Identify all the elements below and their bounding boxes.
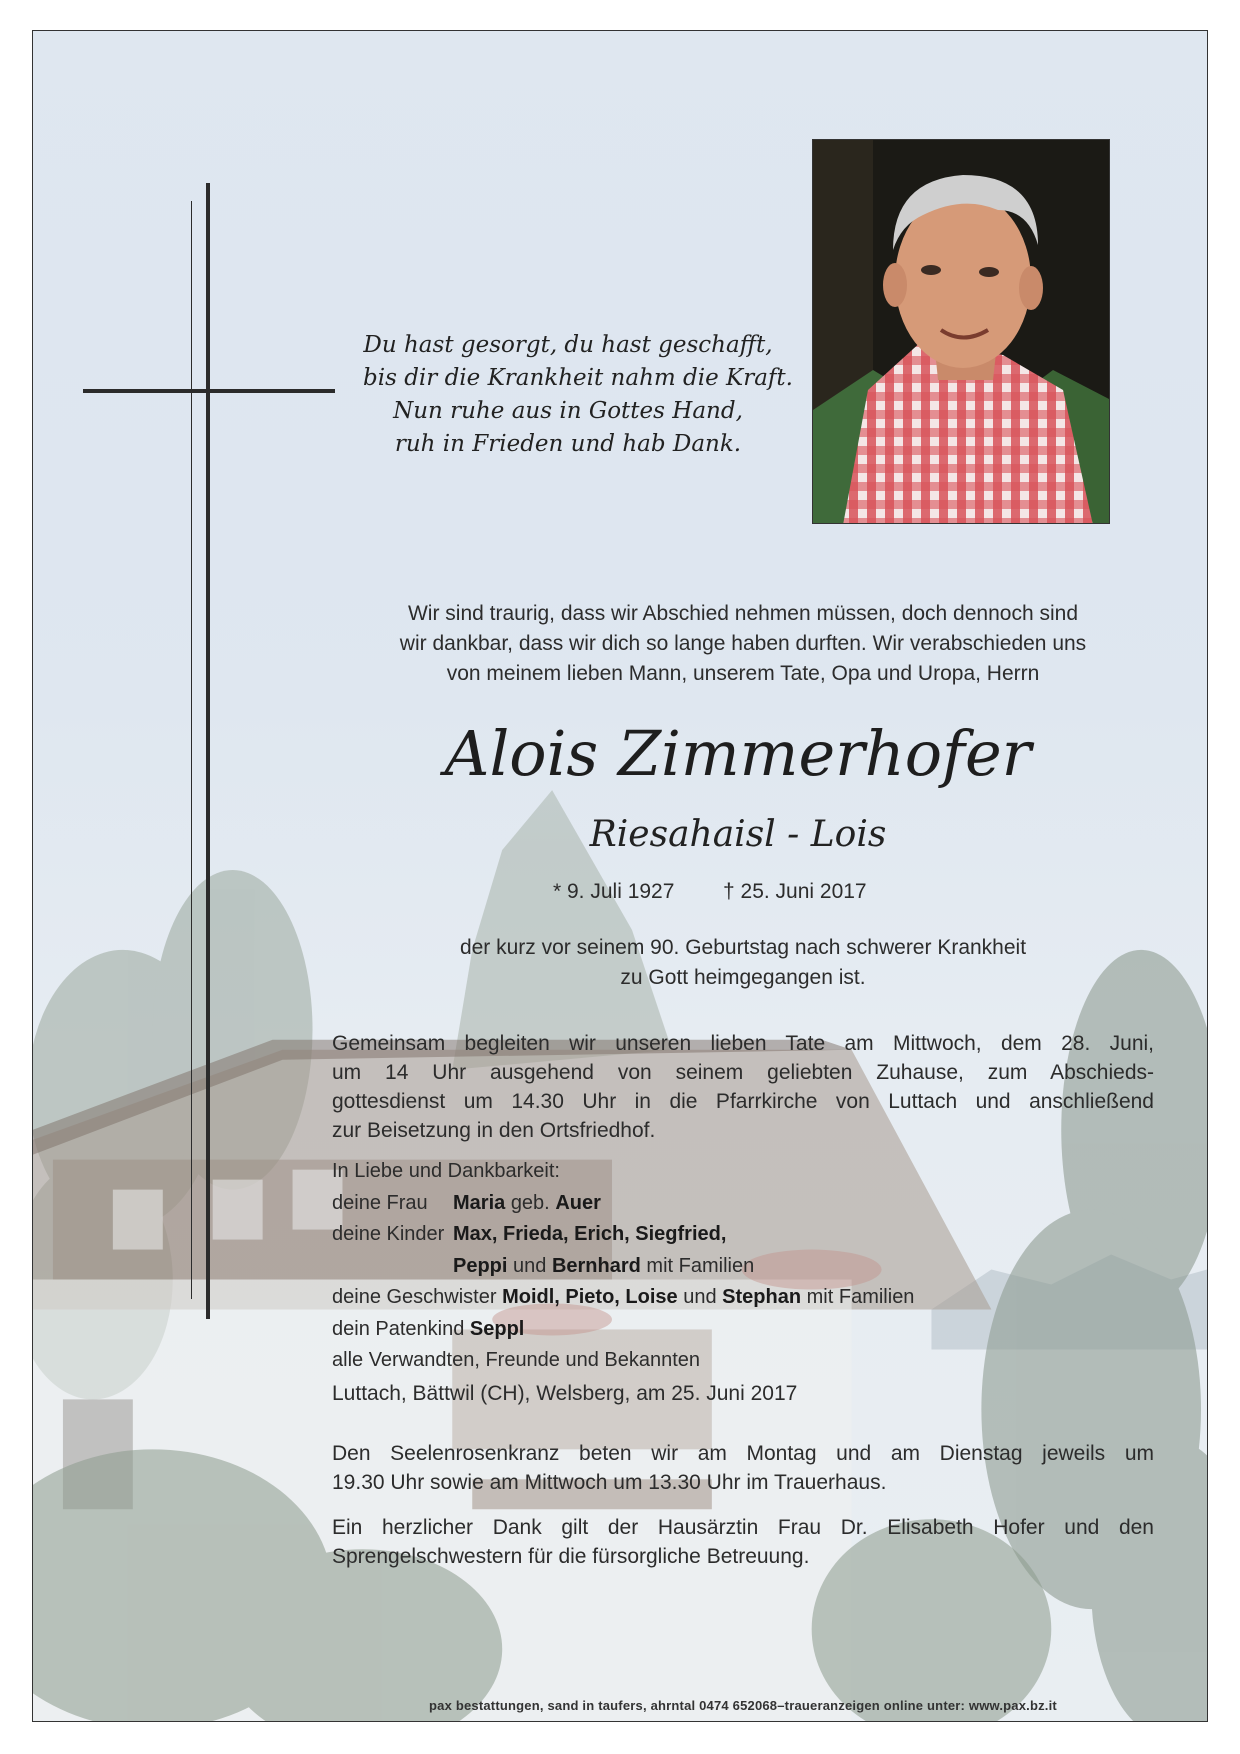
wife-maiden-name: Auer — [555, 1191, 601, 1214]
obituary-card — [32, 30, 1208, 1722]
death-date: † 25. Juni 2017 — [723, 880, 867, 903]
wife-name: Maria — [453, 1191, 506, 1214]
child-name: Bernhard — [551, 1254, 641, 1277]
intro-line: Wir sind traurig, dass wir Abschied nehmen müssen, doch dennoch sind — [407, 602, 1078, 625]
family-row-children — [332, 1219, 1152, 1251]
deceased-name: Alois Zimmerhofer — [444, 717, 1032, 790]
children-and: und — [513, 1254, 547, 1277]
cross-vertical-bar — [206, 183, 210, 1319]
portrait-illustration — [813, 140, 1110, 524]
death-note-line: der kurz vor seinem 90. Geburtstag nach schwerer Krankheit — [459, 936, 1027, 959]
siblings-label: deine Geschwister — [332, 1286, 497, 1308]
godchild-label: dein Patenkind — [332, 1317, 465, 1340]
intro-line: wir dankbar, dass wir dich so lange haben durften. Wir verabschieden uns — [399, 632, 1087, 655]
death-note — [363, 933, 1123, 993]
footer-funeral-home: pax bestattungen, sand in taufers, ahrntal 0474 652068–traueranzeigen online unter: www.pax.bz.it — [429, 1698, 1057, 1713]
funeral-line: zur Beisetzung in den Ortsfriedhof. — [332, 1119, 656, 1142]
child-name: Peppi — [453, 1254, 508, 1277]
funeral-line: um 14 Uhr ausgehend von seinem geliebten Zuhause, zum Abschieds- — [332, 1061, 1154, 1084]
funeral-line: Gemeinsam begleiten wir unseren lieben Tate am Mittwoch, dem 28. Juni, — [332, 1032, 1154, 1055]
memorial-poem — [363, 329, 793, 461]
cross-thin-line — [191, 201, 192, 1299]
funeral-line: gottesdienst um 14.30 Uhr in die Pfarrkirche von Luttach und anschließend — [332, 1090, 1154, 1113]
wife-mid: geb. — [510, 1191, 550, 1214]
thanks-line: Ein herzlicher Dank gilt der Hausärztin Frau Dr. Elisabeth Hofer und den — [332, 1516, 1154, 1539]
intro-line: von meinem lieben Mann, unserem Tate, Opa und Uropa, Herrn — [446, 662, 1040, 685]
siblings-and: und — [683, 1286, 717, 1308]
wife-label: deine Frau — [332, 1191, 428, 1214]
death-note-line: zu Gott heimgegangen ist. — [620, 966, 866, 989]
rosary-line: Den Seelenrosenkranz beten wir am Montag und am Dienstag jeweils um — [332, 1442, 1154, 1465]
thanks-notice — [332, 1513, 1154, 1571]
cross-horizontal-bar — [83, 389, 335, 393]
siblings-names: Moidl, Pieto, Loise — [502, 1286, 678, 1308]
poem-line: Nun ruhe aus in Gottes Hand, — [393, 398, 743, 424]
family-list — [332, 1156, 1152, 1377]
family-row-siblings — [332, 1282, 1152, 1314]
thanks-line: Sprengelschwestern für die fürsorgliche Betreuung. — [332, 1545, 810, 1568]
rosary-line: 19.30 Uhr sowie am Mittwoch um 13.30 Uhr im Trauerhaus. — [332, 1471, 887, 1494]
intro-text — [333, 599, 1153, 689]
portrait-photo — [812, 139, 1110, 524]
family-row-godchild — [332, 1314, 1152, 1346]
birth-date: * 9. Juli 1927 — [553, 880, 675, 903]
family-row-wife — [332, 1188, 1152, 1220]
children-label: deine Kinder — [332, 1223, 445, 1245]
place-and-date: Luttach, Bättwil (CH), Welsberg, am 25. Juni 2017 — [332, 1382, 798, 1405]
poem-line: bis dir die Krankheit nahm die Kraft. — [363, 365, 793, 391]
family-heading: In Liebe und Dankbarkeit: — [332, 1160, 560, 1182]
rosary-notice — [332, 1439, 1154, 1497]
children-suffix: mit Familien — [646, 1254, 755, 1277]
children-names: Max, Frieda, Erich, Siegfried, — [453, 1223, 727, 1245]
poem-line: Du hast gesorgt, du hast geschafft, — [363, 332, 773, 358]
family-row-relatives: alle Verwandten, Freunde und Bekannten — [332, 1349, 701, 1371]
poem-line: ruh in Frieden und hab Dank. — [394, 431, 742, 457]
deceased-nickname: Riesahaisl - Lois — [589, 814, 887, 855]
sibling-name: Stephan — [722, 1286, 802, 1308]
siblings-suffix: mit Familien — [806, 1286, 915, 1308]
funeral-announcement — [332, 1029, 1154, 1145]
godchild-name: Seppl — [469, 1317, 525, 1340]
family-row-children-2 — [332, 1251, 1152, 1283]
